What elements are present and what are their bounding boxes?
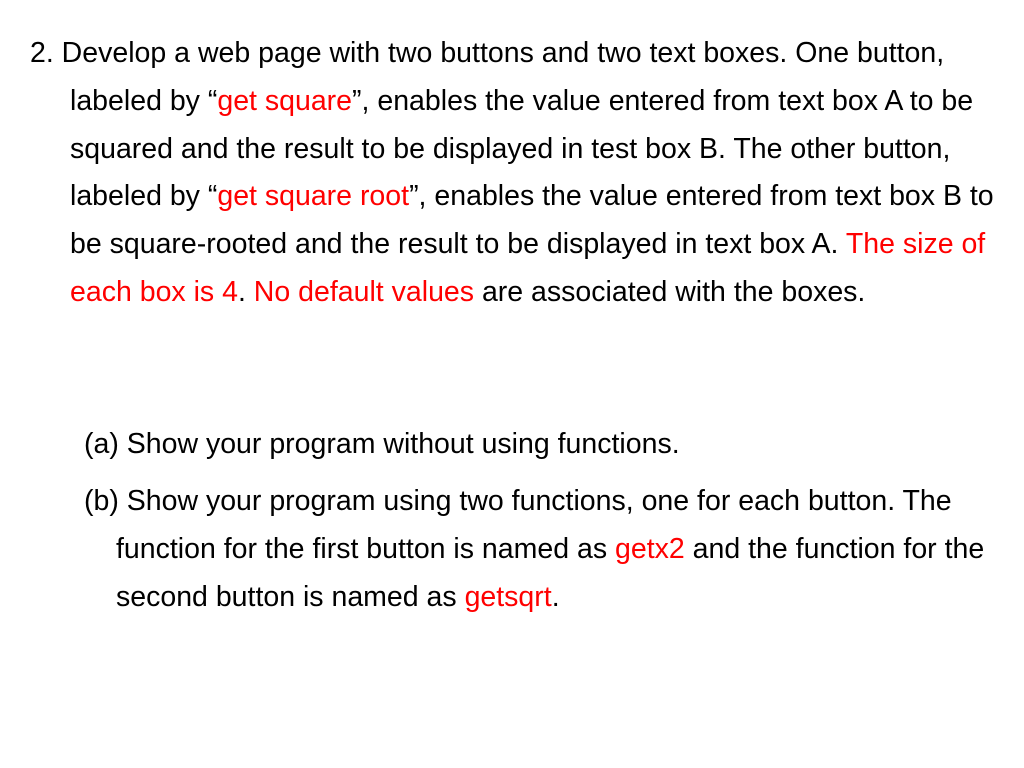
highlight-get-square-root: get square root	[217, 180, 410, 213]
question-text-3: ”, enables the value entered from text box B to be square-rooted and the result to be displayed in text box A.	[70, 180, 994, 261]
highlight-get-square: get square	[217, 84, 353, 117]
part-a-paragraph	[84, 421, 984, 469]
part-b-paragraph	[84, 478, 996, 621]
question-text-4: .	[237, 275, 254, 308]
part-b-text-3: .	[551, 580, 560, 613]
highlight-box-size: The size of each box is 4	[70, 228, 986, 308]
highlight-no-default-values: No default values	[253, 275, 475, 308]
question-lead-text: 2. Develop a web page with two buttons and two text boxes. One button, labeled by “	[30, 37, 945, 117]
part-b-text-1: (b) Show your program using two functions, one for each button. The function for the first button is named as	[84, 485, 952, 565]
question-paragraph	[30, 30, 1010, 317]
highlight-getx2: getx2	[615, 532, 685, 565]
part-a-text: (a) Show your program without using functions.	[84, 428, 680, 460]
part-b-text-2: and the function for the second button is named as	[116, 532, 985, 613]
question-text-2: ”, enables the value entered from text box A to be squared and the result to be displayed in test box B. The other button, labeled by “	[70, 84, 974, 213]
question-text-5: are associated with the boxes.	[474, 275, 866, 308]
highlight-getsqrt: getsqrt	[464, 580, 552, 613]
